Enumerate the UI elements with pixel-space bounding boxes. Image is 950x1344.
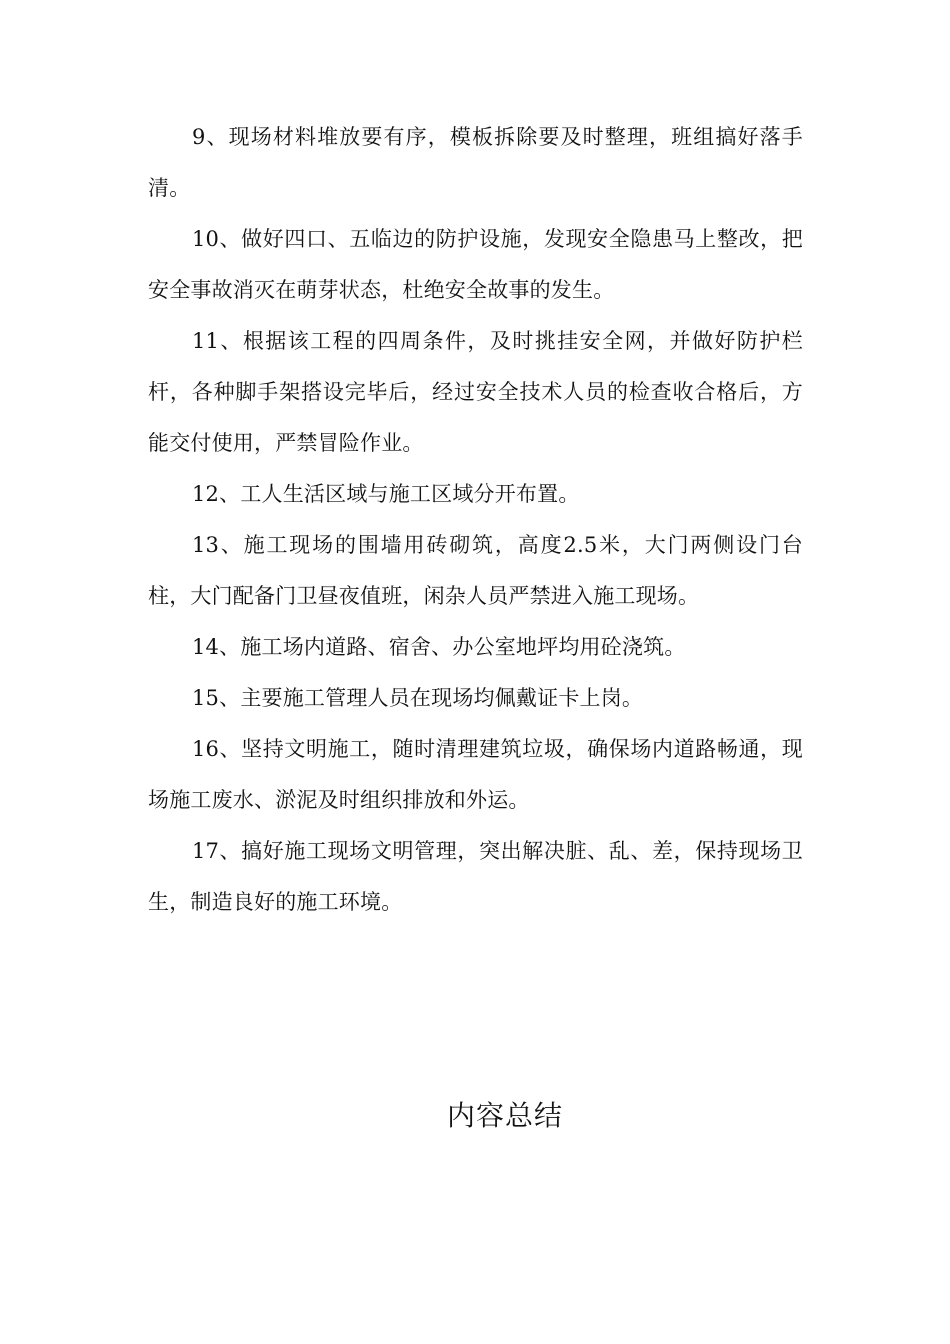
paragraph-item-12: 12、工人生活区域与施工区域分开布置。: [192, 482, 580, 506]
paragraph-item-16: 16、坚持文明施工，随时清理建筑垃圾，确保场内道路畅通，现场施工废水、淤泥及时组织排放和外运。: [148, 737, 803, 812]
paragraph-item-9: 9、现场材料堆放要有序，模板拆除要及时整理，班组搞好落手清。: [148, 125, 803, 200]
paragraph-item-11: 11、根据该工程的四周条件，及时挑挂安全网，并做好防护栏杆，各种脚手架搭设完毕后，经过安全技术人员的检查收合格后，方能交付使用，严禁冒险作业。: [148, 329, 803, 455]
paragraph-item-13: 13、施工现场的围墙用砖砌筑，高度2.5米，大门两侧设门台柱，大门配备门卫昼夜值班，闲杂人员严禁进入施工现场。: [148, 533, 803, 608]
paragraph-item-15: 15、主要施工管理人员在现场均佩戴证卡上岗。: [192, 686, 644, 710]
paragraph-item-14: 14、施工场内道路、宿舍、办公室地坪均用砼浇筑。: [192, 635, 686, 659]
paragraph-item-17: 17、搞好施工现场文明管理，突出解决脏、乱、差，保持现场卫生，制造良好的施工环境。: [148, 839, 803, 914]
document-body: [148, 112, 803, 928]
paragraph-item-10: 10、做好四口、五临边的防护设施，发现安全隐患马上整改，把安全事故消灭在萌芽状态，杜绝安全故事的发生。: [148, 227, 803, 302]
summary-title: 内容总结: [446, 1099, 563, 1132]
